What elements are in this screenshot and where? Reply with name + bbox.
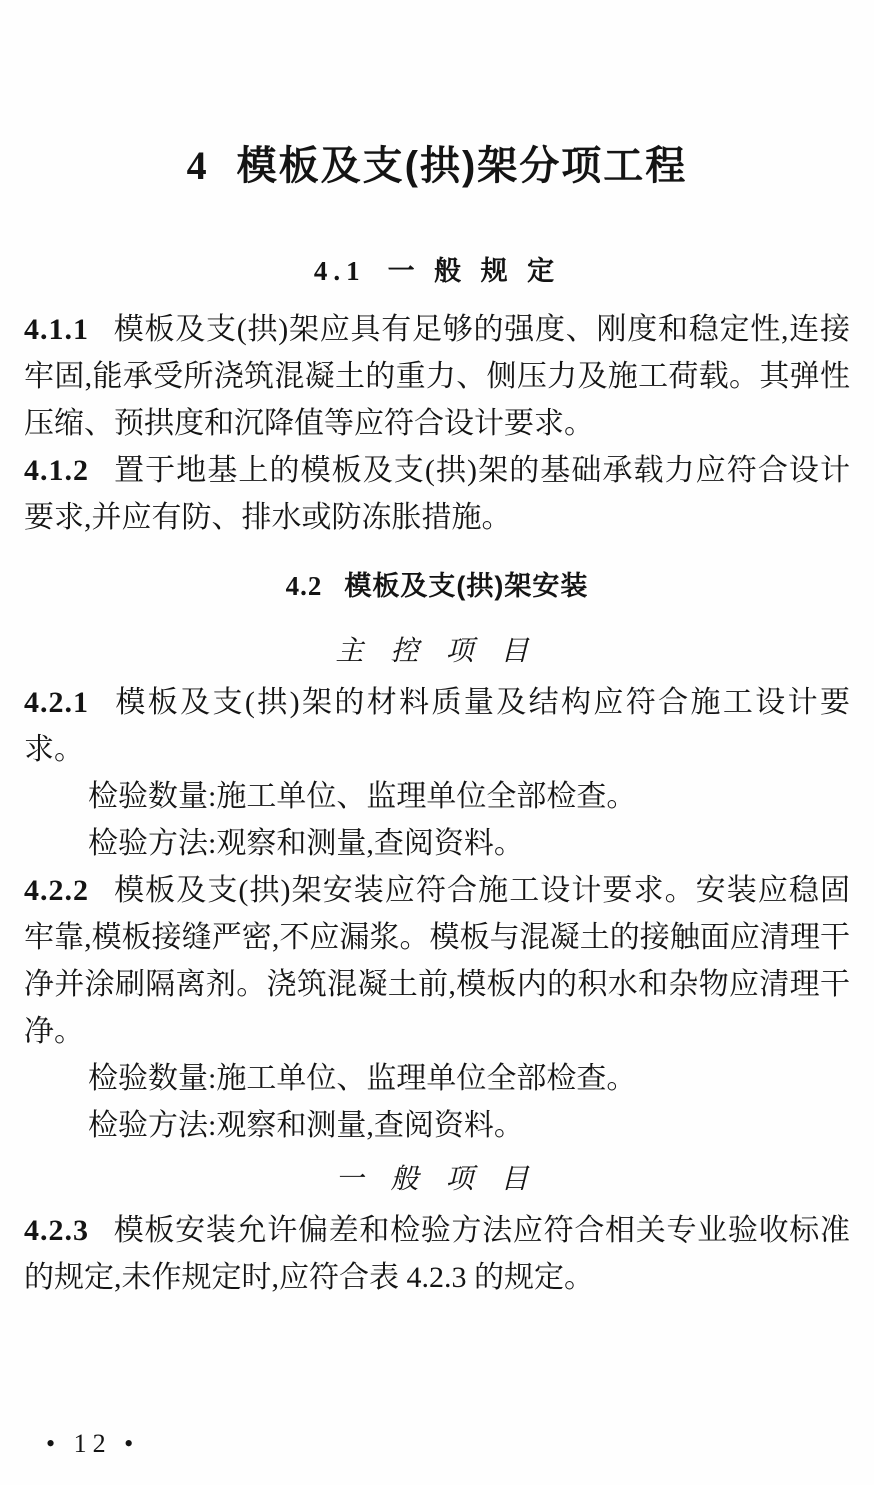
clause-4-1-2 (24, 447, 850, 541)
clause-4-2-3 (24, 1207, 850, 1301)
clause-4-2-2 (24, 867, 850, 1055)
clause-4-2-1 (24, 679, 850, 773)
clause-4-2-1-check-quantity: 检验数量:施工单位、监理单位全部检查。 (88, 780, 637, 813)
page-number: • 12 • (46, 1429, 140, 1458)
clause-4-1-2-number: 4.1.2 (24, 454, 89, 487)
chapter-number: 4 (186, 143, 209, 188)
clause-4-1-1-text: 模板及支(拱)架应具有足够的强度、刚度和稳定性,连接牢固,能承受所浇筑混凝土的重力、侧压力及施工荷载。其弹性压缩、预拱度和沉降值等应符合设计要求。 (24, 313, 850, 440)
clause-4-1-2-text: 置于地基上的模板及支(拱)架的基础承载力应符合设计要求,并应有防、排水或防冻胀措施。 (24, 454, 850, 534)
section-heading-4-2 (24, 569, 850, 603)
clause-4-2-2-check-quantity: 检验数量:施工单位、监理单位全部检查。 (88, 1062, 637, 1095)
clause-4-2-2-check-method: 检验方法:观察和测量,查阅资料。 (88, 1109, 524, 1142)
section-4-2-number: 4.2 (285, 571, 323, 601)
section-heading-4-1 (24, 254, 850, 288)
clause-4-2-2-number: 4.2.2 (24, 874, 89, 907)
clause-4-2-1-text: 模板及支(拱)架的材料质量及结构应符合施工设计要求。 (24, 686, 850, 766)
clause-4-2-3-text: 模板安装允许偏差和检验方法应符合相关专业验收标准的规定,未作规定时,应符合表 4.2.3 的规定。 (24, 1214, 850, 1294)
clause-4-2-3-number: 4.2.3 (24, 1214, 89, 1247)
clause-4-2-1-number: 4.2.1 (24, 686, 89, 719)
section-4-2-title: 模板及支(拱)架安装 (344, 571, 589, 601)
sub-label-general-items: 一 般 项 目 (335, 1164, 539, 1195)
clause-4-2-2-text: 模板及支(拱)架安装应符合施工设计要求。安装应稳固牢靠,模板接缝严密,不应漏浆。模板与混凝土的接触面应清理干净并涂刷隔离剂。浇筑混凝土前,模板内的积水和杂物应清理干净。 (24, 874, 850, 1048)
section-4-1-number: 4.1 (313, 256, 366, 286)
document-page (0, 142, 874, 1301)
chapter-title: 模板及支(拱)架分项工程 (236, 144, 688, 188)
sub-label-main-control-items: 主 控 项 目 (335, 636, 539, 667)
clause-4-1-1 (24, 306, 850, 447)
chapter-heading (24, 142, 850, 190)
section-4-1-title: 一 般 规 定 (387, 256, 561, 286)
clause-4-1-1-number: 4.1.1 (24, 313, 89, 346)
clause-4-2-1-check-method: 检验方法:观察和测量,查阅资料。 (88, 827, 524, 860)
